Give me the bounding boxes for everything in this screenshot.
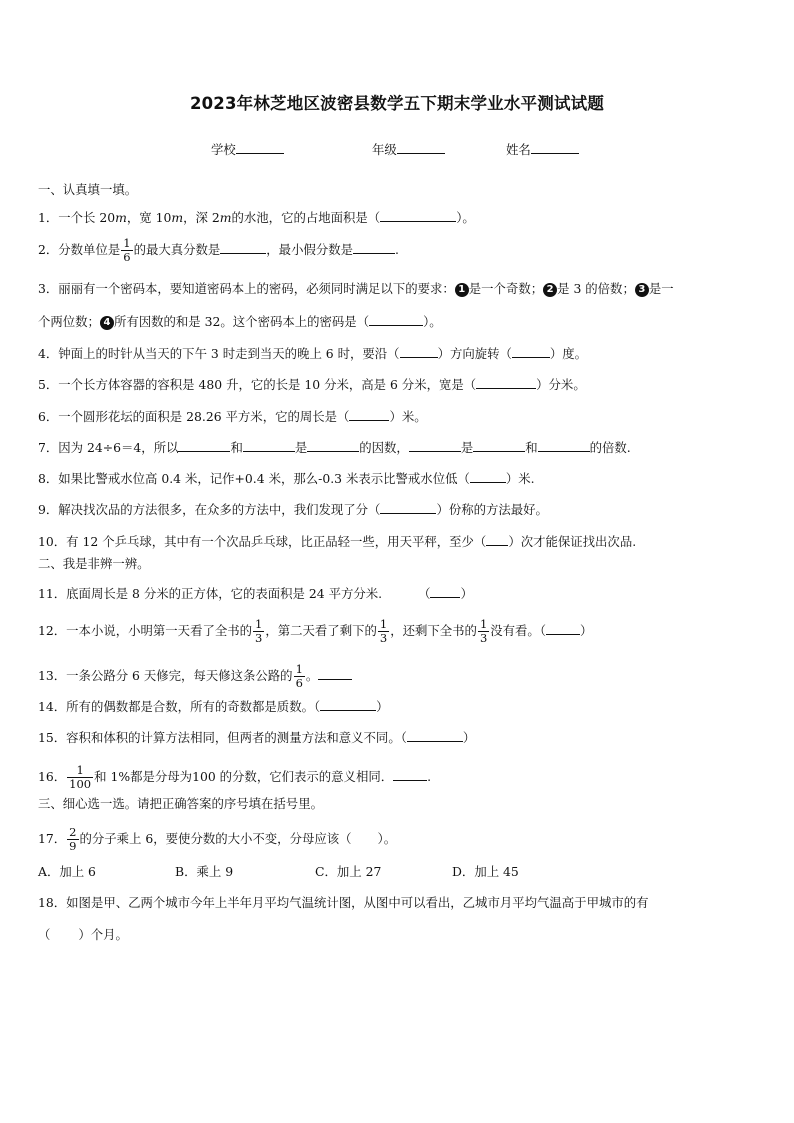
answer-blank[interactable] <box>486 532 508 546</box>
question-3-line-1: 3．丽丽有一个密码本，要知道密码本上的密码，必须同时满足以下的要求： 1 是一个奇数； 2 是 3 的倍数； 3 是一 <box>38 281 674 296</box>
answer-blank[interactable] <box>430 584 460 598</box>
question-14: 14．所有的偶数都是合数，所有的奇数都是质数。（ ） <box>38 699 389 714</box>
fraction: $\frac{1}{6}$ <box>123 236 131 264</box>
answer-blank[interactable] <box>400 344 438 358</box>
grade-blank[interactable] <box>397 140 445 154</box>
question-7: 7．因为 24÷6＝4，所以 和 是 的因数， 是 和 的倍数. <box>38 440 631 455</box>
option-d[interactable]: D．加上 45 <box>452 864 519 879</box>
section-heading-1: 一、认真填一填。 <box>38 182 138 197</box>
question-15: 15．容积和体积的计算方法相同，但两者的测量方法和意义不同。（ ） <box>38 730 476 745</box>
school-label: 学校 <box>211 142 236 157</box>
section-heading-2: 二、我是非辨一辨。 <box>38 556 150 571</box>
answer-blank[interactable] <box>369 312 423 326</box>
answer-blank[interactable] <box>353 240 395 254</box>
question-11: 11．底面周长是 8 分米的正方体，它的表面积是 24 平方分米. （ ） <box>38 586 473 601</box>
name-blank[interactable] <box>531 140 579 154</box>
answer-blank[interactable] <box>318 666 352 680</box>
circled-number: 2 <box>543 283 557 297</box>
circled-number: 3 <box>635 283 649 297</box>
grade-label: 年级 <box>372 142 397 157</box>
option-c[interactable]: C．加上 27 <box>315 864 382 879</box>
answer-blank[interactable] <box>476 375 536 389</box>
school-blank[interactable] <box>236 140 284 154</box>
answer-blank[interactable] <box>538 438 590 452</box>
answer-blank[interactable] <box>546 621 580 635</box>
answer-blank[interactable] <box>320 697 376 711</box>
answer-blank[interactable] <box>220 240 266 254</box>
question-18-line-1: 18．如图是甲、乙两个城市今年上半年月平均气温统计图，从图中可以看出，乙城市月平均气温高于甲城市的有 <box>38 895 649 910</box>
question-16: 16． $\frac{1}{100}$ 和 1%都是分母为100 的分数，它们表示的意义相同． . <box>38 763 432 791</box>
answer-blank[interactable] <box>178 438 230 452</box>
question-5: 5．一个长方体容器的容积是 480 升，它的长是 10 分米，高是 6 分米，宽是（ ）分米。 <box>38 377 586 392</box>
question-6: 6．一个圆形花坛的面积是 28.26 平方米，它的周长是（ ）米。 <box>38 409 427 424</box>
fraction: $\frac{1}{3}$ <box>479 617 488 645</box>
answer-blank[interactable] <box>380 500 436 514</box>
question-9: 9．解决找次品的方法很多，在众多的方法中，我们发现了分（ ）份称的方法最好。 <box>38 502 548 517</box>
answer-blank[interactable] <box>380 208 456 222</box>
question-18-line-2: （ ）个月。 <box>38 927 128 942</box>
page-title: 2023年林芝地区波密县数学五下期末学业水平测试试题 <box>189 94 605 113</box>
name-field <box>506 140 579 158</box>
fraction: $\frac{1}{3}$ <box>255 617 263 645</box>
fraction: $\frac{1}{3}$ <box>379 617 388 645</box>
question-8: 8．如果比警戒水位高 0.4 米，记作+0.4 米，那么-0.3 米表示比警戒水位低（ ）米. <box>38 471 535 486</box>
answer-blank[interactable] <box>407 728 463 742</box>
answer-blank[interactable] <box>473 438 525 452</box>
answer-blank[interactable] <box>409 438 461 452</box>
question-2: 2．分数单位是 $\frac{1}{6}$ 的最大真分数是 ，最小假分数是 . <box>38 236 399 264</box>
question-17: 17． $\frac{2}{9}$ 的分子乘上 6，要使分数的大小不变，分母应该（ ）。 <box>38 825 397 853</box>
answer-blank[interactable] <box>393 767 427 781</box>
question-10: 10．有 12 个乒乓球，其中有一个次品乒乓球，比正品轻一些，用天平秤，至少（ ）次才能保证找出次品. <box>38 534 637 549</box>
circled-number: 4 <box>100 316 114 330</box>
fraction: $\frac{1}{100}$ <box>69 763 92 791</box>
option-a[interactable]: A．加上 6 <box>38 864 96 879</box>
question-12: 12．一本小说，小明第一天看了全书的 $\frac{1}{3}$ ，第二天看了剩下的 $\frac{1}{3}$ ，还剩下全书的 $\frac{1}{3}$ 没有看。（ ） <box>38 617 593 645</box>
option-b[interactable]: B．乘上 9 <box>175 864 234 879</box>
section-heading-3: 三、细心选一选。请把正确答案的序号填在括号里。 <box>38 796 323 811</box>
question-13: 13．一条公路分 6 天修完，每天修这条公路的 $\frac{1}{6}$ 。 <box>38 663 352 690</box>
answer-blank[interactable] <box>512 344 550 358</box>
fraction: $\frac{2}{9}$ <box>69 825 77 853</box>
answer-blank[interactable] <box>243 438 295 452</box>
circled-number: 1 <box>455 283 469 297</box>
question-3-line-2: 个两位数； 4 所有因数的和是 32。这个密码本上的密码是（ ）。 <box>38 314 442 329</box>
question-1: 1．一个长 20m，宽 10m，深 2m的水池，它的占地面积是（ ）。 <box>38 210 475 225</box>
grade-field <box>372 140 445 158</box>
school-field <box>211 140 284 158</box>
name-label: 姓名 <box>506 142 531 157</box>
answer-blank[interactable] <box>470 469 506 483</box>
fraction: $\frac{1}{6}$ <box>295 662 303 690</box>
answer-blank[interactable] <box>307 438 359 452</box>
question-4: 4．钟面上的时针从当天的下午 3 时走到当天的晚上 6 时，要沿（ ）方向旋转（ ）度。 <box>38 346 588 361</box>
answer-blank[interactable] <box>349 407 389 421</box>
